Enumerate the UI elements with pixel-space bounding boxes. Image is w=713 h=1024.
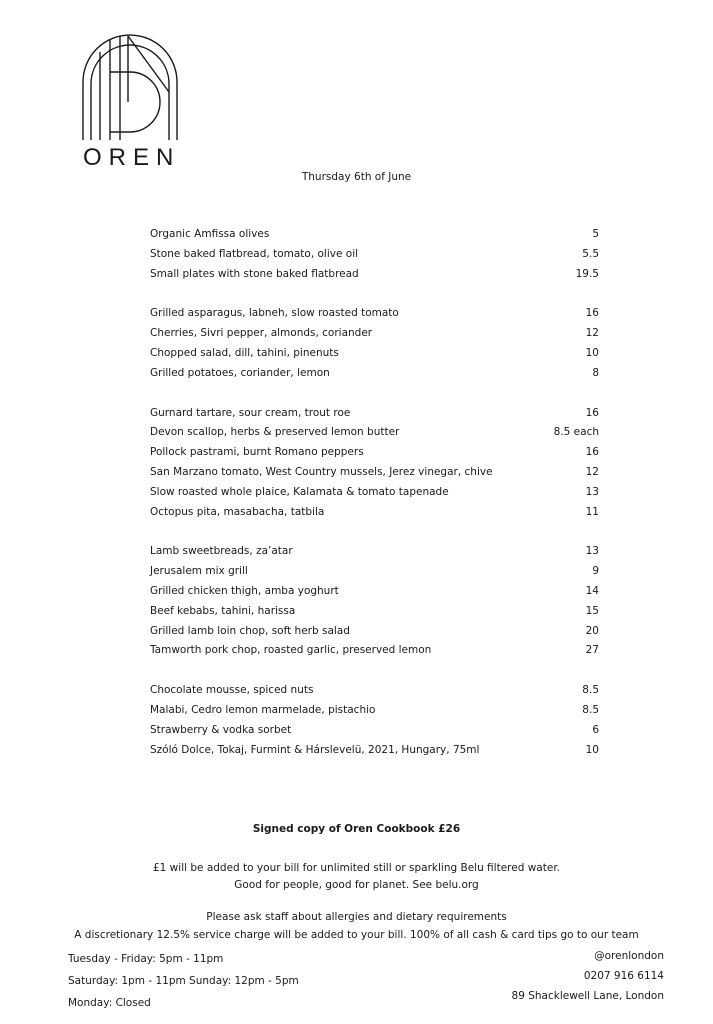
list-item (150, 625, 599, 645)
menu-section-vegetables (150, 307, 599, 386)
item-name: Chocolate mousse, spiced nuts (150, 684, 314, 697)
item-name: Octopus pita, masabacha, tatbila (150, 505, 325, 518)
list-item (150, 426, 599, 446)
list-item (150, 248, 599, 268)
item-name: Stone baked flatbread, tomato, olive oil (150, 247, 359, 260)
water-note-line-1: £1 will be added to your bill for unlimited still or sparkling Belu filtered water. (152, 862, 561, 874)
item-name: Slow roasted whole plaice, Kalamata & tomato tapenade (150, 485, 449, 498)
item-name: Beef kebabs, tahini, harissa (150, 604, 296, 617)
list-item (150, 347, 599, 367)
item-name: Devon scallop, herbs & preserved lemon butter (150, 426, 400, 439)
item-name: Cherries, Sivri pepper, almonds, coriander (150, 327, 373, 340)
item-name: Grilled lamb loin chop, soft herb salad (150, 624, 350, 637)
item-price: 13 (585, 485, 599, 498)
item-name: San Marzano tomato, West Country mussels, Jerez vinegar, chive (150, 465, 493, 478)
list-item (150, 446, 599, 466)
hours-line: Saturday: 1pm - 11pm Sunday: 12pm - 5pm (68, 975, 299, 987)
allergy-note: Please ask staff about allergies and dietary requirements (206, 911, 507, 923)
item-name: Grilled potatoes, coriander, lemon (150, 366, 330, 379)
item-price: 5.5 (582, 247, 599, 260)
water-note-line-2: Good for people, good for planet. See belu.org (234, 879, 479, 891)
list-item (150, 724, 599, 744)
item-price: 16 (585, 406, 599, 419)
item-price: 27 (585, 644, 599, 657)
item-price: 10 (585, 346, 599, 359)
list-item (150, 228, 599, 248)
item-price: 14 (585, 584, 599, 597)
item-name: Strawberry & vodka sorbet (150, 723, 292, 736)
brand-name: OREN (83, 144, 181, 171)
menu-section-bread (150, 228, 599, 287)
list-item (150, 327, 599, 347)
item-price: 16 (585, 307, 599, 320)
item-price: 8.5 (582, 684, 599, 697)
list-item (150, 407, 599, 427)
instagram-handle: @orenlondon (594, 950, 664, 962)
item-name: Malabi, Cedro lemon marmelade, pistachio (150, 703, 376, 716)
item-name: Grilled chicken thigh, amba yoghurt (150, 584, 339, 597)
list-item (150, 466, 599, 486)
list-item (150, 307, 599, 327)
item-name: Grilled asparagus, labneh, slow roasted tomato (150, 307, 399, 320)
address: 89 Shacklewell Lane, London (511, 990, 664, 1002)
contact-info (512, 950, 664, 1010)
menu-date: Thursday 6th of June (301, 171, 412, 183)
item-name: Chopped salad, dill, tahini, pinenuts (150, 346, 339, 359)
item-name: Jerusalem mix grill (150, 565, 248, 578)
list-item (150, 744, 599, 764)
item-price: 11 (585, 505, 599, 518)
list-item (150, 268, 599, 288)
list-item (150, 644, 599, 664)
menu-section-fish (150, 407, 599, 526)
item-name: Tamworth pork chop, roasted garlic, preserved lemon (150, 644, 432, 657)
item-name: Lamb sweetbreads, za’atar (150, 545, 293, 558)
oren-logo-icon (80, 32, 180, 142)
hours-line: Monday: Closed (68, 997, 151, 1009)
list-item (150, 367, 599, 387)
item-price: 10 (585, 743, 599, 756)
item-name: Gurnard tartare, sour cream, trout roe (150, 406, 351, 419)
item-price: 13 (585, 545, 599, 558)
hours-line: Tuesday - Friday: 5pm - 11pm (68, 953, 224, 965)
item-price: 5 (592, 228, 599, 240)
item-name: Small plates with stone baked flatbread (150, 267, 359, 280)
item-price: 16 (585, 446, 599, 459)
list-item (150, 585, 599, 605)
list-item (150, 506, 599, 526)
list-item (150, 545, 599, 565)
cookbook-note: Signed copy of Oren Cookbook £26 (252, 823, 461, 835)
list-item (150, 565, 599, 585)
item-price: 9 (592, 565, 599, 578)
item-price: 12 (585, 465, 599, 478)
item-name: Pollock pastrami, burnt Romano peppers (150, 446, 364, 459)
item-price: 15 (585, 604, 599, 617)
item-price: 6 (592, 723, 599, 736)
opening-hours (68, 953, 299, 1019)
item-price: 20 (585, 624, 599, 637)
list-item (150, 605, 599, 625)
menu-list (150, 228, 599, 783)
item-price: 8 (592, 366, 599, 379)
item-price: 12 (585, 327, 599, 340)
item-name: Szóló Dolce, Tokaj, Furmint & Hárslevelü, 2021, Hungary, 75ml (150, 743, 480, 756)
item-name: Organic Amfissa olives (150, 228, 270, 240)
item-price: 8.5 (582, 703, 599, 716)
menu-section-desserts (150, 684, 599, 763)
item-price: 19.5 (575, 267, 599, 280)
list-item (150, 704, 599, 724)
list-item (150, 684, 599, 704)
menu-section-meat (150, 545, 599, 664)
service-charge-note: A discretionary 12.5% service charge will be added to your bill. 100% of all cash & card tips go to our team (74, 929, 639, 941)
list-item (150, 486, 599, 506)
item-price: 8.5 each (553, 426, 599, 439)
phone-number: 0207 916 6114 (583, 970, 664, 982)
